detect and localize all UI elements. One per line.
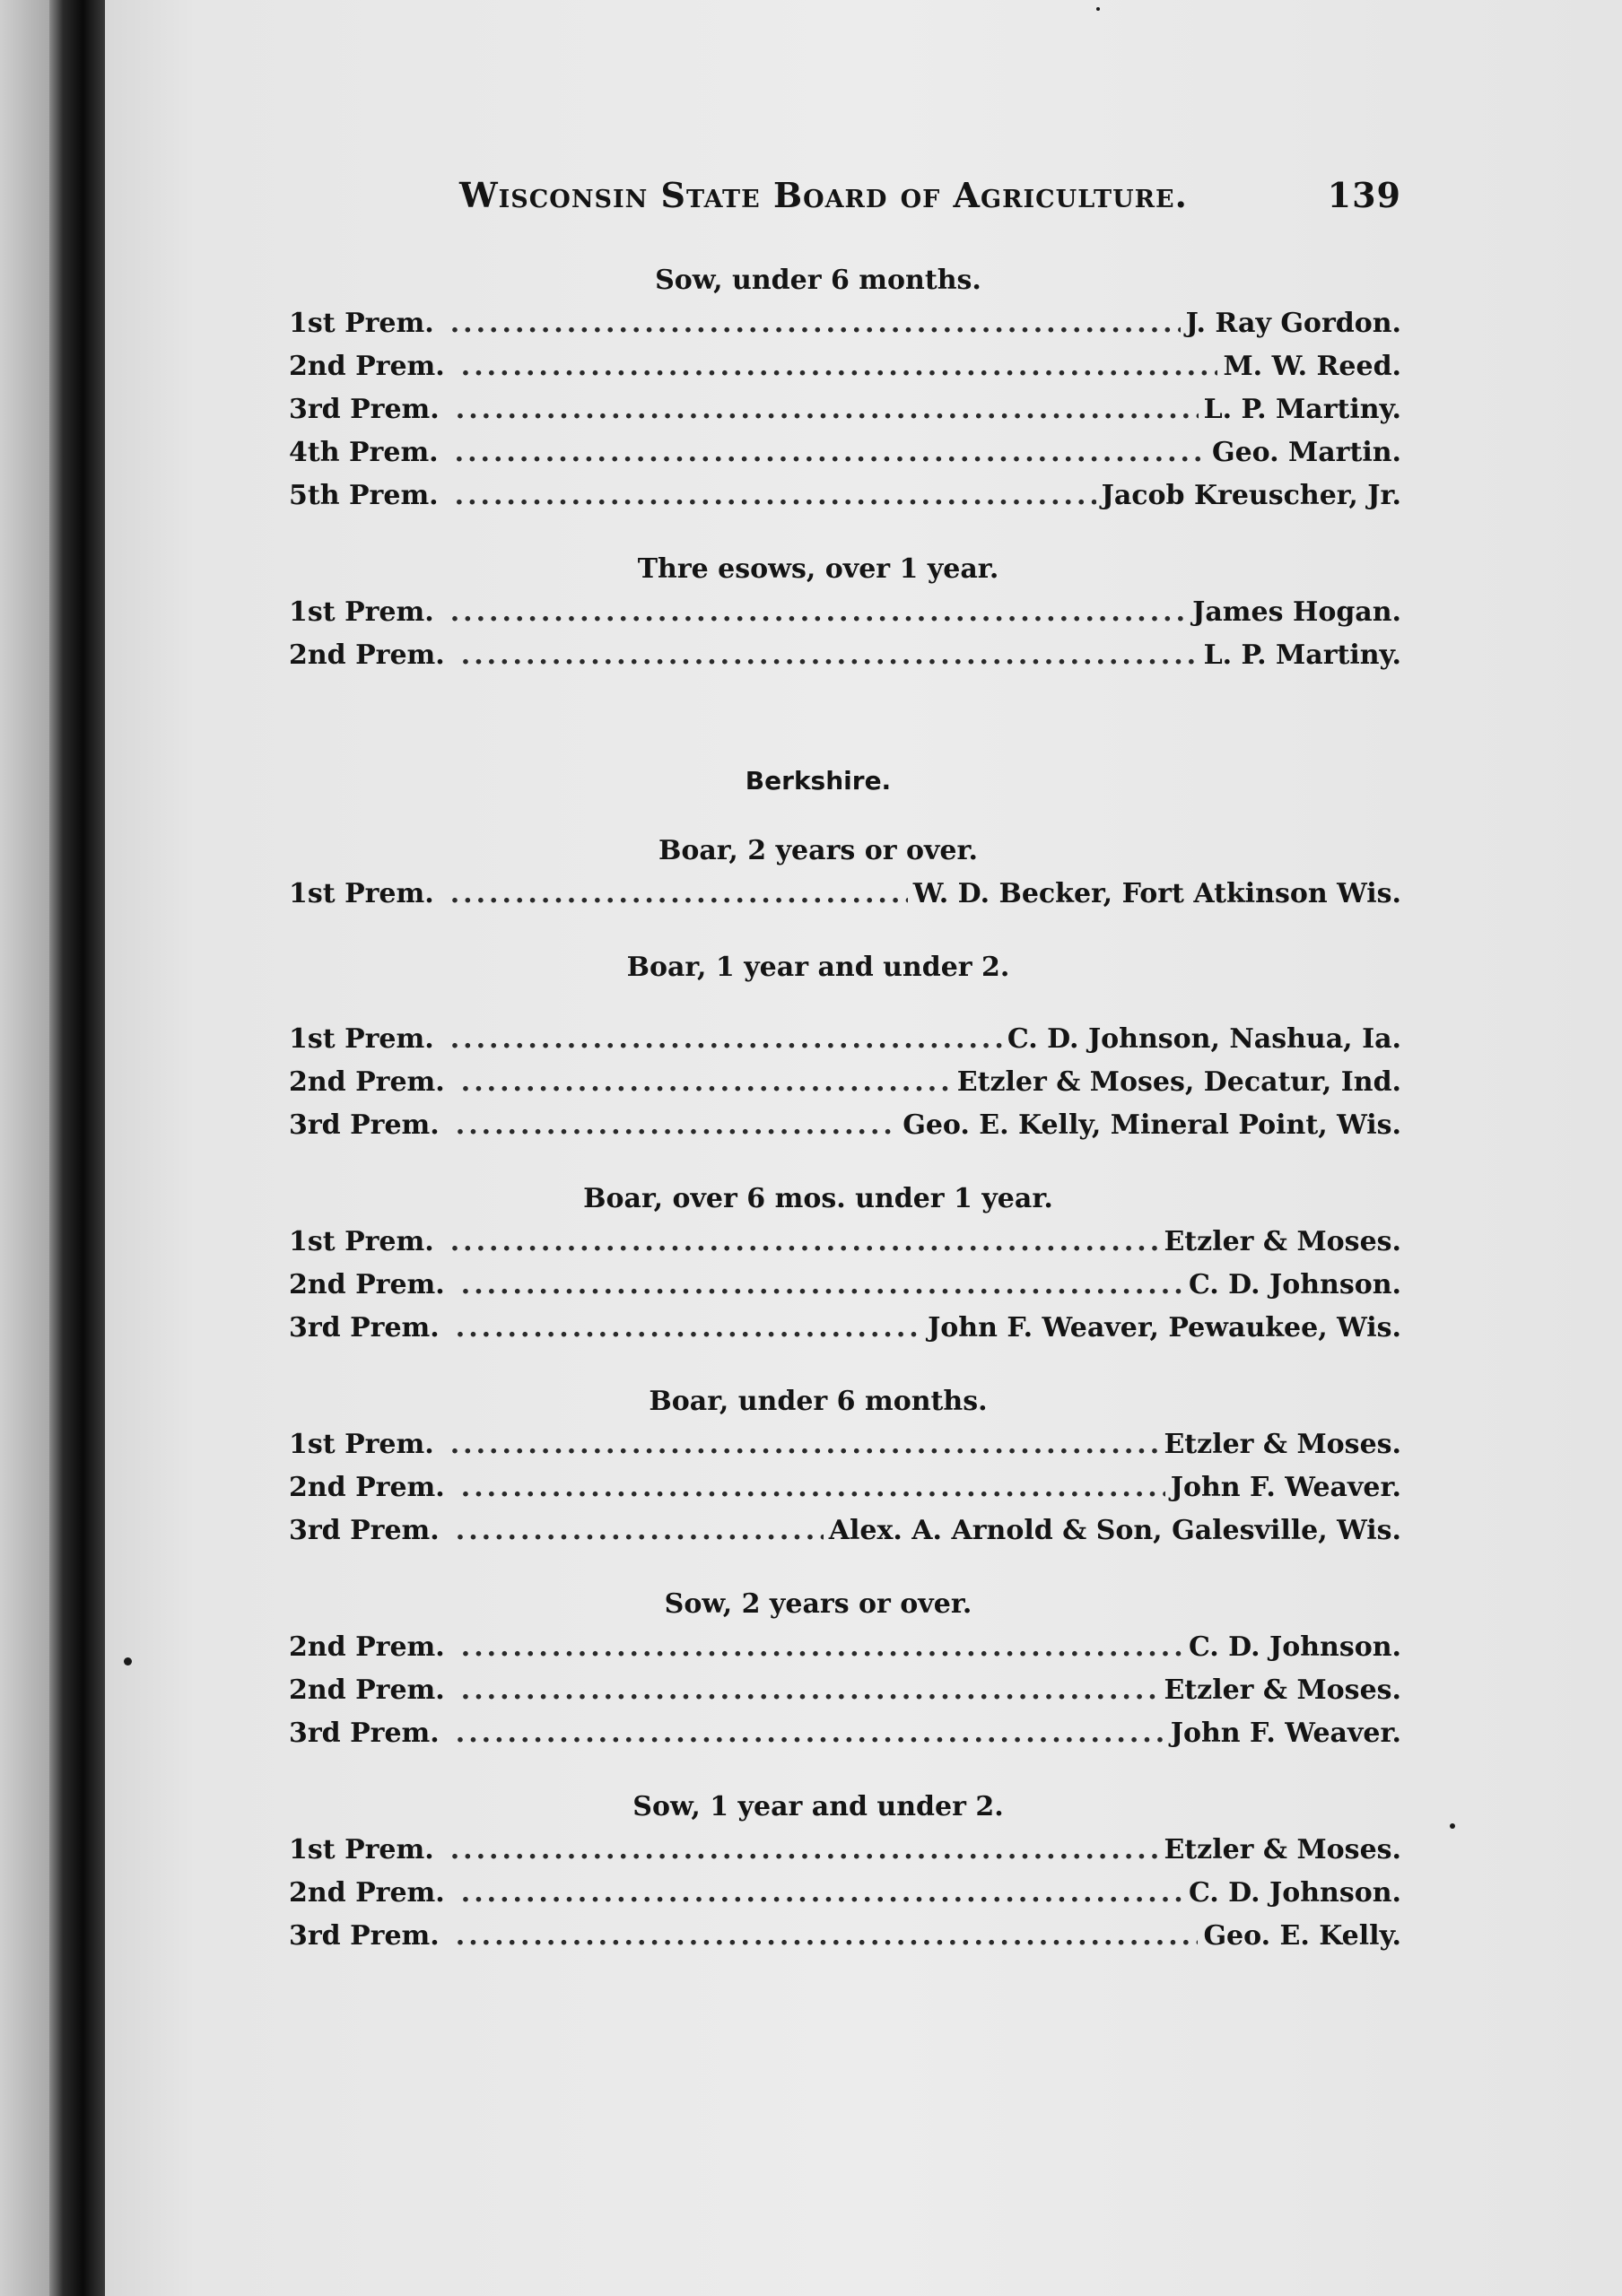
premium-place: 1st Prem. <box>289 308 434 339</box>
winner-name: Etzler & Moses. <box>1164 1226 1401 1257</box>
dot-leader <box>456 388 1199 431</box>
dot-leader <box>461 1264 1183 1307</box>
premium-place: 3rd Prem. <box>289 1718 440 1749</box>
premium-place: 3rd Prem. <box>289 1109 440 1141</box>
premium-place: 3rd Prem. <box>289 1920 440 1952</box>
premium-place: 1st Prem. <box>289 878 434 909</box>
award-entry <box>289 1104 1401 1147</box>
winner-name: Etzler & Moses. <box>1164 1429 1401 1460</box>
dot-leader <box>461 345 1218 388</box>
premium-place: 1st Prem. <box>289 1023 434 1055</box>
winner-name: C. D. Johnson. <box>1188 1269 1401 1300</box>
premium-place: 2nd Prem. <box>289 1472 445 1503</box>
award-section <box>289 1181 1401 1350</box>
section-heading: Sow, 2 years or over. <box>664 1588 972 1620</box>
winner-name: Geo. E. Kelly, Mineral Point, Wis. <box>903 1109 1401 1141</box>
award-entry <box>289 634 1401 677</box>
winner-name: Etzler & Moses. <box>1164 1834 1401 1866</box>
award-section <box>289 1587 1401 1755</box>
premium-place: 3rd Prem. <box>289 1312 440 1344</box>
premium-place: 3rd Prem. <box>289 394 440 425</box>
award-section <box>289 1789 1401 1958</box>
winner-name: James Hogan. <box>1192 596 1401 628</box>
award-entry <box>289 1509 1401 1552</box>
winner-name: John F. Weaver. <box>1170 1472 1401 1503</box>
dot-leader <box>450 1221 1159 1264</box>
book-spine-shadow <box>49 0 105 2296</box>
award-entry <box>289 591 1401 634</box>
winner-name: John F. Weaver, Pewaukee, Wis. <box>928 1312 1401 1344</box>
premium-place: 1st Prem. <box>289 596 434 628</box>
dot-leader <box>461 1626 1183 1669</box>
running-head <box>289 175 1401 229</box>
dot-leader <box>455 474 1096 517</box>
dot-leader <box>461 634 1199 677</box>
dot-leader <box>456 1915 1199 1958</box>
dot-leader <box>450 302 1181 345</box>
award-entry <box>289 431 1401 474</box>
winner-name: Geo. E. Kelly. <box>1203 1920 1401 1952</box>
premium-place: 2nd Prem. <box>289 1674 445 1706</box>
dot-leader <box>450 591 1187 634</box>
winner-name: Alex. A. Arnold & Son, Galesville, Wis. <box>828 1515 1401 1546</box>
award-entry <box>289 388 1401 431</box>
dot-leader <box>455 431 1207 474</box>
dot-leader <box>461 1061 952 1104</box>
premium-place: 1st Prem. <box>289 1834 434 1866</box>
award-entry <box>289 1872 1401 1915</box>
winner-name: Geo. Martin. <box>1211 437 1401 468</box>
award-entry <box>289 1626 1401 1669</box>
winner-name: L. P. Martiny. <box>1203 394 1401 425</box>
running-head-title: Wisconsin State Board of Agriculture. <box>459 175 1188 215</box>
award-entry <box>289 474 1401 517</box>
ink-speck <box>1450 1823 1455 1829</box>
award-entry <box>289 1018 1401 1061</box>
premium-place: 2nd Prem. <box>289 1269 445 1300</box>
award-section <box>289 552 1401 677</box>
section-heading: Thre esows, over 1 year. <box>637 553 999 585</box>
award-entry <box>289 1829 1401 1872</box>
section-heading: Sow, under 6 months. <box>655 265 981 296</box>
winner-name: C. D. Johnson, Nashua, Ia. <box>1007 1023 1401 1055</box>
dot-leader <box>461 1466 1165 1509</box>
winner-name: Etzler & Moses, Decatur, Ind. <box>956 1066 1401 1098</box>
section-heading: Boar, 2 years or over. <box>658 835 978 866</box>
premium-place: 2nd Prem. <box>289 1877 445 1909</box>
section-heading: Boar, over 6 mos. under 1 year. <box>583 1183 1053 1214</box>
award-entry <box>289 873 1401 916</box>
award-entry <box>289 1669 1401 1712</box>
winner-name: John F. Weaver. <box>1170 1718 1401 1749</box>
winner-name: Jacob Kreuscher, Jr. <box>1101 480 1401 511</box>
dot-leader <box>450 1423 1159 1466</box>
award-entry <box>289 1712 1401 1755</box>
dot-leader <box>450 1018 1002 1061</box>
award-entry <box>289 1466 1401 1509</box>
premium-place: 2nd Prem. <box>289 1066 445 1098</box>
award-entry <box>289 1423 1401 1466</box>
award-entry <box>289 345 1401 388</box>
award-entry <box>289 1221 1401 1264</box>
dot-leader <box>450 873 908 916</box>
award-section <box>289 1384 1401 1552</box>
premium-place: 2nd Prem. <box>289 351 445 382</box>
dot-leader <box>461 1872 1183 1915</box>
premium-place: 5th Prem. <box>289 480 439 511</box>
award-entry <box>289 1915 1401 1958</box>
award-section <box>289 263 1401 517</box>
premium-place: 2nd Prem. <box>289 1631 445 1663</box>
ink-speck <box>124 1657 132 1665</box>
dot-leader <box>461 1669 1159 1712</box>
award-entry <box>289 1061 1401 1104</box>
award-entry <box>289 302 1401 345</box>
award-entry <box>289 1307 1401 1350</box>
dot-leader <box>456 1509 824 1552</box>
winner-name: Etzler & Moses. <box>1164 1674 1401 1706</box>
page-number: 139 <box>1327 175 1401 215</box>
premium-place: 1st Prem. <box>289 1429 434 1460</box>
winner-name: W. D. Becker, Fort Atkinson Wis. <box>912 878 1401 909</box>
premium-place: 2nd Prem. <box>289 639 445 671</box>
winner-name: L. P. Martiny. <box>1203 639 1401 671</box>
winner-name: C. D. Johnson. <box>1188 1877 1401 1909</box>
award-entry <box>289 1264 1401 1307</box>
page-content <box>289 175 1401 1958</box>
winner-name: C. D. Johnson. <box>1188 1631 1401 1663</box>
award-section <box>289 950 1401 1147</box>
premium-place: 3rd Prem. <box>289 1515 440 1546</box>
breed-section <box>289 763 1401 799</box>
winner-name: M. W. Reed. <box>1223 351 1401 382</box>
breed-heading: Berkshire. <box>745 766 892 796</box>
premium-place: 1st Prem. <box>289 1226 434 1257</box>
section-heading: Sow, 1 year and under 2. <box>632 1791 1004 1822</box>
dot-leader <box>456 1104 897 1147</box>
winner-name: J. Ray Gordon. <box>1185 308 1401 339</box>
dot-leader <box>456 1307 922 1350</box>
section-heading: Boar, under 6 months. <box>649 1386 988 1417</box>
award-section <box>289 833 1401 916</box>
dot-leader <box>456 1712 1165 1755</box>
page-edge <box>0 0 49 2296</box>
section-heading: Boar, 1 year and under 2. <box>626 952 1010 983</box>
dot-leader <box>450 1829 1159 1872</box>
ink-speck <box>1096 7 1100 11</box>
premium-place: 4th Prem. <box>289 437 439 468</box>
